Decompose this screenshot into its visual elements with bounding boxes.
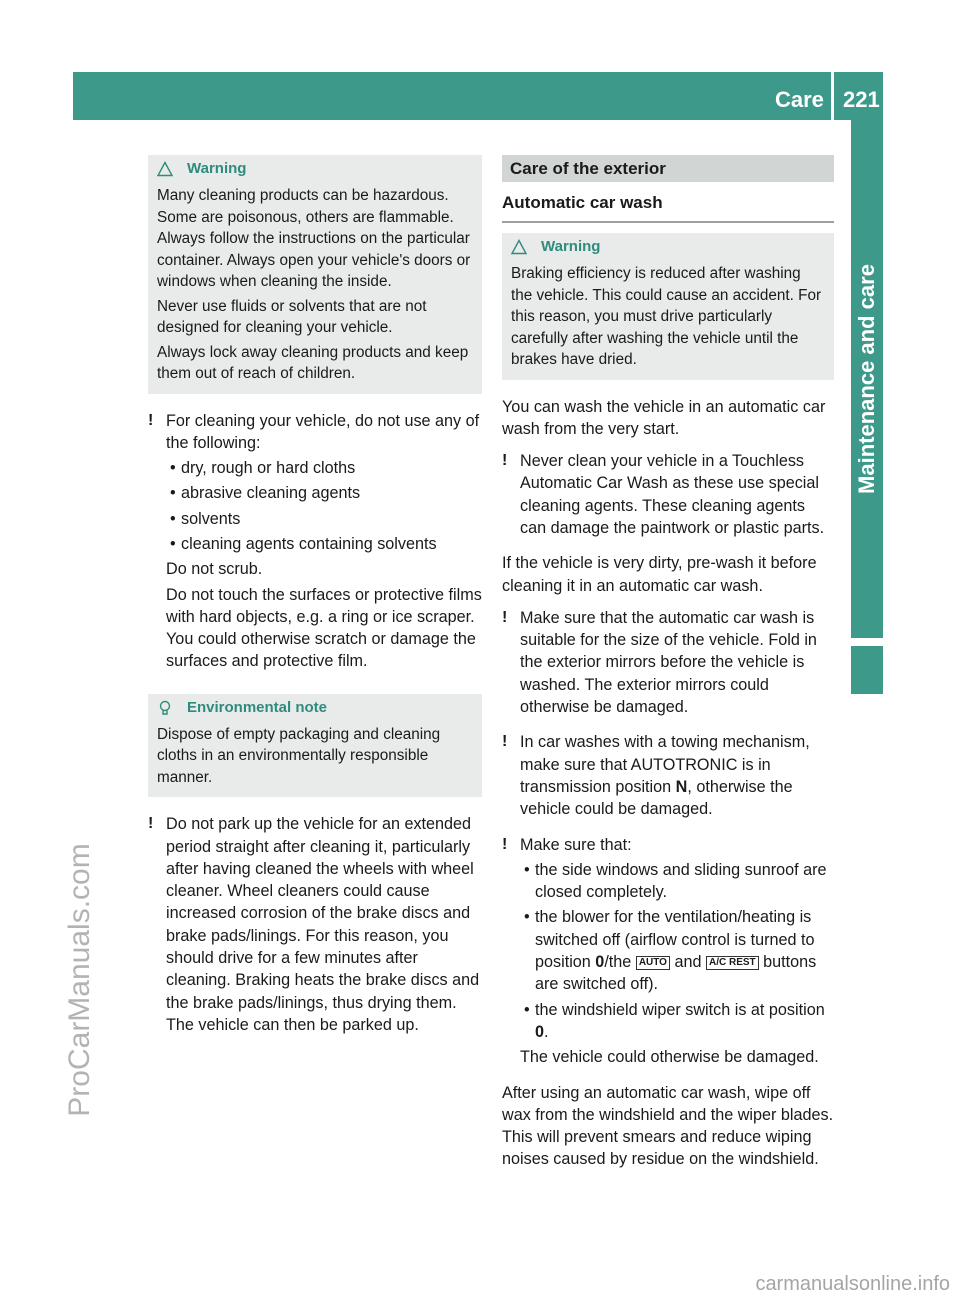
- warning-header: [511, 237, 826, 257]
- notice-exclamation-icon: !: [148, 411, 154, 429]
- list-item: • cleaning agents containing solvents: [170, 534, 437, 553]
- list-item: • dry, rough or hard cloths: [170, 459, 356, 478]
- notice-block: [502, 731, 834, 823]
- list-item: • abrasive cleaning agents: [170, 484, 361, 503]
- environmental-note-header: [157, 698, 474, 718]
- notice-block: [502, 834, 834, 1072]
- notice-exclamation-icon: !: [148, 815, 154, 833]
- list-item: • the windshield wiper switch is at position 0.: [524, 1000, 825, 1041]
- warning-box: [502, 233, 834, 380]
- chapter-marker: [851, 646, 883, 694]
- body-paragraph: You can wash the vehicle in an automatic car wash from the very start.: [502, 397, 826, 438]
- list-item: • solvents: [170, 509, 241, 528]
- notice-text: Never clean your vehicle in a Touchless Automatic Car Wash as these use special cleaning agents. These cleaning agents can damage the paintwork or plastic parts.: [520, 452, 825, 537]
- notice-text: Do not scrub.: [166, 560, 263, 579]
- position-label: N: [675, 777, 688, 796]
- environmental-note-box: [148, 694, 482, 798]
- body-paragraph: If the vehicle is very dirty, pre-wash it before cleaning it in an automatic car wash.: [502, 554, 817, 595]
- warning-text: Never use fluids or solvents that are not designed for cleaning your vehicle.: [157, 297, 427, 336]
- lightbulb-icon: [157, 700, 173, 716]
- footer-watermark: carmanualsonline.info: [755, 1273, 950, 1295]
- warning-header: [157, 159, 474, 179]
- notice-text: Make sure that the automatic car wash is suitable for the size of the vehicle. Fold in the exterior mirrors before the vehicle is washed. The exterior mirrors could otherwise be damaged.: [520, 608, 817, 717]
- header-divider: [831, 72, 834, 120]
- environmental-note-title: Environmental note: [187, 699, 328, 717]
- position-label: 0: [595, 953, 605, 972]
- notice-block: [502, 607, 834, 721]
- chapter-tab-label: Maintenance and care: [854, 264, 879, 494]
- watermark: ProCarManuals.com: [63, 843, 96, 1117]
- auto-button-icon: AUTO: [636, 956, 670, 970]
- section-title: Care of the exterior: [502, 155, 834, 182]
- warning-text: Many cleaning products can be hazardous. Some are poisonous, others are flammable. Always follow the instructions on the particular container. Always open your vehicle's doors or windows when cleaning the inside.: [157, 187, 471, 290]
- notice-block: [502, 450, 834, 542]
- notice-exclamation-icon: !: [502, 608, 508, 626]
- warning-title: Warning: [187, 160, 247, 178]
- notice-text: Do not park up the vehicle for an extended period straight after cleaning it, particularly after having cleaned the wheels with wheel cleaner. Wheel cleaners could cause increased corrosion of the brake discs and brake pads/linings. For this reason, you should drive for a few minutes after cleaning. Braking heats the brake discs and the brake pads/linings, thus drying them. The vehicle can then be parked up.: [166, 815, 480, 1034]
- notice-exclamation-icon: !: [502, 733, 508, 751]
- list-item: • the blower for the ventilation/heating is switched off (airflow control is turned to position 0/the AUTO and A/C REST buttons are switched off).: [524, 908, 817, 994]
- page-section-title: Care: [775, 87, 824, 112]
- notice-block: [148, 410, 482, 676]
- subsection-heading: Automatic car wash: [502, 192, 834, 223]
- page-number: 221: [843, 87, 880, 112]
- ac-rest-button-icon: A/C REST: [706, 956, 759, 970]
- environmental-note-text: Dispose of empty packaging and cleaning cloths in an environmentally responsible manner.: [157, 725, 441, 786]
- warning-text: Always lock away cleaning products and keep them out of reach of children.: [157, 343, 469, 382]
- list-item: • the side windows and sliding sunroof are closed completely.: [524, 860, 827, 902]
- notice-block: [148, 813, 482, 1039]
- notice-exclamation-icon: !: [502, 835, 508, 853]
- warning-box: [148, 155, 482, 394]
- notice-text: In car washes with a towing mechanism, make sure that AUTOTRONIC is in transmission position N, otherwise the vehicle could be damaged.: [520, 733, 810, 819]
- body-paragraph: After using an automatic car wash, wipe off wax from the windshield and the wiper blades. This will prevent smears and reduce wiping noises caused by residue on the windshield.: [502, 1083, 834, 1169]
- header-bar: [73, 72, 883, 120]
- warning-text: Braking efficiency is reduced after washing the vehicle. This could cause an accident. For this reason, you must drive particularly carefully after washing the vehicle until the brakes have dried.: [511, 265, 822, 368]
- warning-triangle-icon: [511, 239, 527, 255]
- notice-exclamation-icon: !: [502, 452, 508, 470]
- notice-text: For cleaning your vehicle, do not use any of the following:: [166, 411, 480, 452]
- notice-text: Do not touch the surfaces or protective films with hard objects, e.g. a ring or ice scraper. You could otherwise scratch or damage the surfaces and protective film.: [166, 585, 482, 671]
- warning-triangle-icon: [157, 161, 173, 177]
- notice-text: The vehicle could otherwise be damaged.: [520, 1048, 819, 1067]
- position-label: 0: [535, 1022, 545, 1041]
- chapter-tab-label-wrap: [851, 120, 883, 638]
- warning-title: Warning: [541, 238, 601, 256]
- notice-text: Make sure that:: [520, 835, 632, 854]
- left-column: [148, 155, 482, 1049]
- right-column: [502, 155, 834, 1181]
